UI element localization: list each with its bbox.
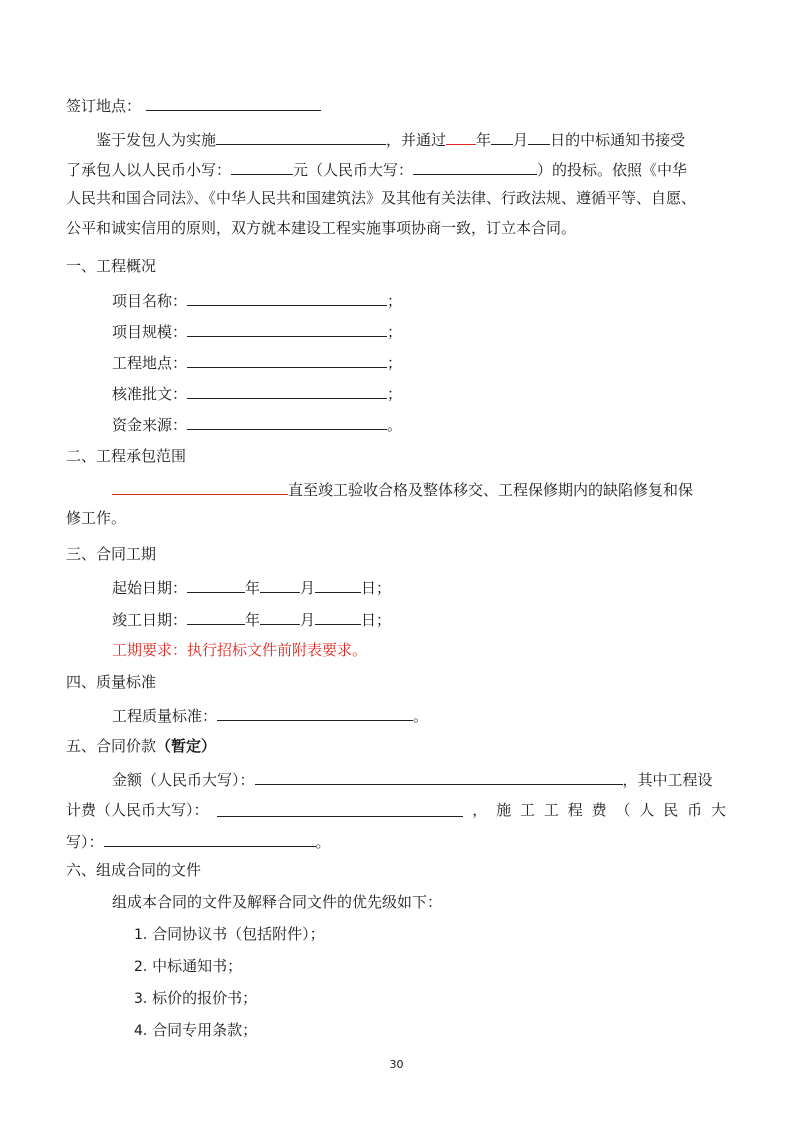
overview-field[interactable] xyxy=(187,382,387,399)
year-unit: 年 xyxy=(476,131,492,149)
intro-line-2 xyxy=(66,158,687,180)
notice-day-field[interactable] xyxy=(528,128,550,145)
design-fee-label: 计费（人民币大写）： xyxy=(66,801,209,819)
list-number: 2. xyxy=(134,959,148,975)
section4-title: 四、质量标准 xyxy=(66,673,157,691)
end-day-field[interactable] xyxy=(315,608,361,625)
price-uppercase-field[interactable] xyxy=(413,158,537,175)
overview-item xyxy=(112,382,402,404)
list-text: 标价的报价书； xyxy=(152,989,258,1007)
end-month-field[interactable] xyxy=(260,608,300,625)
overview-label: 项目名称： xyxy=(112,292,188,310)
overview-item xyxy=(112,320,402,342)
list-item xyxy=(134,1020,257,1041)
duration-requirement: 工期要求：执行招标文件前附表要求。 xyxy=(112,641,368,659)
scope-field[interactable] xyxy=(112,478,288,495)
list-number: 3. xyxy=(134,991,148,1007)
project-name-field[interactable] xyxy=(216,128,386,145)
overview-end: ； xyxy=(387,354,403,372)
start-month-field[interactable] xyxy=(260,576,300,593)
intro-text: 日的中标通知书接受 xyxy=(550,131,686,149)
documents-intro: 组成本合同的文件及解释合同文件的优先级如下： xyxy=(112,893,443,911)
fee-char: 币 xyxy=(687,801,703,819)
list-text: 中标通知书； xyxy=(152,957,243,975)
quality-label: 工程质量标准： xyxy=(112,707,218,725)
list-item xyxy=(134,988,257,1009)
overview-end: ； xyxy=(387,323,403,341)
price-lowercase-field[interactable] xyxy=(231,158,293,175)
section5-title-text: 五、合同价款 xyxy=(66,737,157,755)
end-date-row xyxy=(112,608,391,630)
list-item xyxy=(134,956,242,977)
overview-field[interactable] xyxy=(187,289,387,306)
sign-place-label: 签订地点： xyxy=(66,97,142,115)
sign-place-row xyxy=(66,94,321,116)
overview-label: 项目规模： xyxy=(112,323,188,341)
overview-end: 。 xyxy=(387,416,403,434)
list-item xyxy=(134,924,325,945)
amount-label: 金额（人民币大写）： xyxy=(112,771,255,789)
fee-char: 人 xyxy=(639,801,655,819)
intro-text: 了承包人以人民币小写： xyxy=(66,161,232,179)
section5-title xyxy=(66,736,216,756)
overview-label: 资金来源： xyxy=(112,416,188,434)
page-number: 30 xyxy=(389,1058,404,1071)
day-unit: 日； xyxy=(361,579,392,597)
month-unit: 月 xyxy=(513,131,529,149)
intro-text: 鉴于发包人为实施 xyxy=(96,131,217,149)
scope-line-1 xyxy=(112,478,693,500)
section3-title: 三、合同工期 xyxy=(66,545,157,563)
fee-char: 程 xyxy=(567,801,583,819)
sign-place-field[interactable] xyxy=(146,94,321,111)
overview-field[interactable] xyxy=(187,320,387,337)
overview-end: ； xyxy=(387,292,403,310)
fee-char: 大 xyxy=(710,801,726,819)
section1-title: 一、工程概况 xyxy=(66,257,157,275)
fee-char: ， xyxy=(472,801,488,819)
amount-row xyxy=(112,768,713,790)
day-unit: 日； xyxy=(361,611,392,629)
intro-line-1 xyxy=(96,128,685,150)
month-unit: 月 xyxy=(300,611,316,629)
quality-field[interactable] xyxy=(217,704,413,721)
overview-field[interactable] xyxy=(187,351,387,368)
construction-fee-label: 写）： xyxy=(66,833,104,851)
overview-label: 核准批文： xyxy=(112,385,188,403)
overview-end: ； xyxy=(387,385,403,403)
construction-fee-end: 。 xyxy=(315,833,331,851)
construction-fee-row xyxy=(66,830,331,852)
section2-title: 二、工程承包范围 xyxy=(66,447,187,465)
overview-label: 工程地点： xyxy=(112,354,188,372)
quality-row xyxy=(112,704,428,726)
fee-char: （ xyxy=(615,801,631,819)
start-date-label: 起始日期： xyxy=(112,579,188,597)
end-date-label: 竣工日期： xyxy=(112,611,188,629)
intro-text: ，并通过 xyxy=(386,131,447,149)
fee-char: 施 xyxy=(496,801,512,819)
notice-year-field[interactable] xyxy=(446,128,476,145)
year-unit: 年 xyxy=(245,579,261,597)
overview-item xyxy=(112,289,402,311)
amount-tail: ，其中工程设 xyxy=(622,771,713,789)
construction-fee-field[interactable] xyxy=(104,830,316,847)
amount-field[interactable] xyxy=(255,768,623,785)
fee-char: 工 xyxy=(543,801,559,819)
section6-title: 六、组成合同的文件 xyxy=(66,861,202,879)
year-unit: 年 xyxy=(245,611,261,629)
start-date-row xyxy=(112,576,391,598)
scope-text: 直至竣工验收合格及整体移交、工程保修期内的缺陷修复和保 xyxy=(288,481,694,499)
intro-text: ）的投标。依照《中华 xyxy=(537,161,688,179)
notice-month-field[interactable] xyxy=(491,128,513,145)
overview-item xyxy=(112,351,402,373)
month-unit: 月 xyxy=(300,579,316,597)
list-number: 1. xyxy=(134,927,148,943)
fee-char: 民 xyxy=(663,801,679,819)
fee-char: 工 xyxy=(519,801,535,819)
list-text: 合同专用条款； xyxy=(152,1021,258,1039)
start-year-field[interactable] xyxy=(187,576,245,593)
scope-line-2: 修工作。 xyxy=(66,509,127,527)
end-year-field[interactable] xyxy=(187,608,245,625)
list-text: 合同协议书（包括附件）； xyxy=(152,925,325,943)
start-day-field[interactable] xyxy=(315,576,361,593)
quality-end: 。 xyxy=(413,707,429,725)
design-fee-field[interactable] xyxy=(217,800,463,817)
overview-item xyxy=(112,413,402,435)
intro-line-4: 公平和诚实信用的原则，双方就本建设工程实施事项协商一致，订立本合同。 xyxy=(66,219,577,237)
overview-field[interactable] xyxy=(187,413,387,430)
section5-title-suffix: （暂定） xyxy=(156,737,217,755)
list-number: 4. xyxy=(134,1023,148,1039)
design-fee-row xyxy=(66,800,726,820)
intro-line-3: 人民共和国合同法》、《中华人民共和国建筑法》及其他有关法律、行政法规、遵循平等、自愿、 xyxy=(66,189,697,207)
intro-text: 元（人民币大写： xyxy=(293,161,414,179)
fee-char: 费 xyxy=(591,801,607,819)
